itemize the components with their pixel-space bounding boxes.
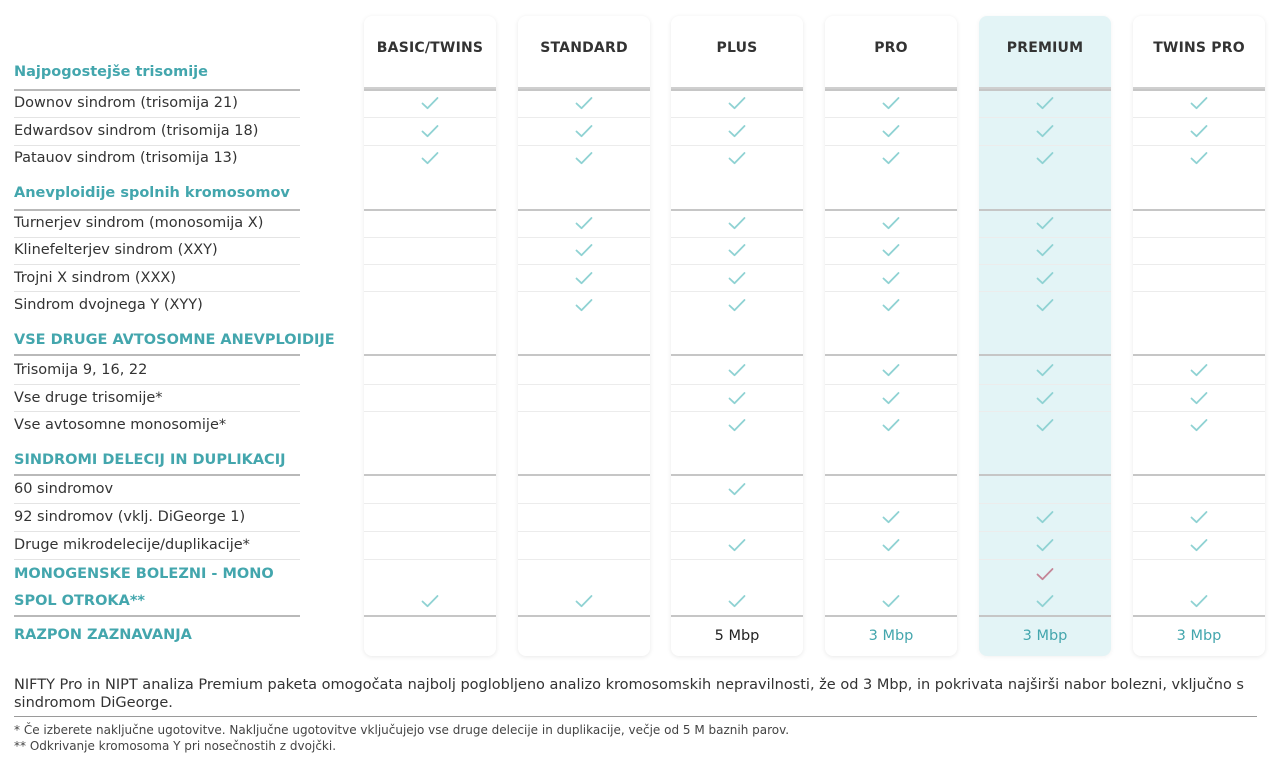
row-divider-col xyxy=(825,559,957,560)
row-divider-col xyxy=(979,264,1111,265)
row-divider-col xyxy=(825,531,957,532)
row-divider-col xyxy=(364,503,496,504)
row-divider-col xyxy=(979,559,1111,560)
section-divider xyxy=(14,89,300,91)
check-icon xyxy=(420,95,440,111)
row-divider-col xyxy=(671,384,803,385)
row-divider xyxy=(14,531,300,532)
detection-range-pro: 3 Mbp xyxy=(868,628,914,644)
section-divider-col xyxy=(1133,615,1265,617)
row-divider-col xyxy=(979,503,1111,504)
check-icon xyxy=(881,242,901,258)
row-divider-col xyxy=(979,411,1111,412)
section-divider-col xyxy=(518,209,650,211)
row-divider-col xyxy=(364,291,496,292)
footnote-2: ** Odkrivanje kromosoma Y pri nosečnostih z dvojčki. xyxy=(14,739,337,753)
section-divider-col xyxy=(979,354,1111,356)
check-icon xyxy=(727,593,747,609)
section-divider-col xyxy=(1133,89,1265,91)
check-icon xyxy=(574,270,594,286)
section-divider-col xyxy=(979,474,1111,476)
check-icon xyxy=(727,95,747,111)
plan-column-pro xyxy=(825,16,957,656)
section-title: MONOGENSKE BOLEZNI - MONO xyxy=(14,566,274,582)
check-icon xyxy=(574,215,594,231)
row-divider-col xyxy=(671,411,803,412)
row-divider-col xyxy=(364,237,496,238)
check-icon xyxy=(1035,242,1055,258)
row-divider-col xyxy=(979,384,1111,385)
check-icon xyxy=(574,150,594,166)
section-divider-col xyxy=(825,615,957,617)
column-header-premium: PREMIUM xyxy=(1006,40,1084,56)
row-divider xyxy=(14,237,300,238)
detection-range-premium: 3 Mbp xyxy=(1022,628,1068,644)
check-icon xyxy=(420,123,440,139)
section-divider-col xyxy=(364,615,496,617)
check-icon xyxy=(1035,593,1055,609)
plan-column-basic xyxy=(364,16,496,656)
check-icon xyxy=(881,270,901,286)
row-divider-col xyxy=(364,384,496,385)
section-divider xyxy=(14,615,300,617)
summary-note: NIFTY Pro in NIPT analiza Premium paketa omogočata najbolj poglobljeno analizo kromosomskih nepravilnosti, že od 3 Mbp, in pokrivata najširši nabor bolezni, vključno s sindromom DiGeorge. xyxy=(14,677,1244,711)
row-divider-col xyxy=(671,237,803,238)
section-divider-col xyxy=(979,209,1111,211)
check-icon xyxy=(881,390,901,406)
row-divider-col xyxy=(364,264,496,265)
check-icon xyxy=(727,270,747,286)
check-icon xyxy=(1035,537,1055,553)
row-divider-col xyxy=(518,531,650,532)
check-icon xyxy=(881,362,901,378)
row-divider-col xyxy=(979,531,1111,532)
column-header-twinspro: TWINS PRO xyxy=(1153,40,1245,56)
section-divider-col xyxy=(1133,209,1265,211)
check-icon xyxy=(727,390,747,406)
row-divider-col xyxy=(825,411,957,412)
section-divider-col xyxy=(671,615,803,617)
check-icon xyxy=(881,417,901,433)
section-divider-col xyxy=(979,89,1111,91)
feature-row-label: Edwardsov sindrom (trisomija 18) xyxy=(14,123,259,139)
section-divider-col xyxy=(1133,474,1265,476)
section-divider-col xyxy=(364,354,496,356)
check-icon xyxy=(1189,123,1209,139)
check-icon xyxy=(1035,509,1055,525)
section-divider-col xyxy=(364,474,496,476)
row-divider-col xyxy=(825,237,957,238)
check-icon xyxy=(881,297,901,313)
row-divider xyxy=(14,291,300,292)
check-icon xyxy=(1035,123,1055,139)
check-icon xyxy=(727,242,747,258)
row-divider-col xyxy=(671,117,803,118)
check-icon xyxy=(727,297,747,313)
check-icon xyxy=(881,123,901,139)
check-icon xyxy=(1189,417,1209,433)
row-divider-col xyxy=(1133,291,1265,292)
row-divider-col xyxy=(518,117,650,118)
section-title: VSE DRUGE AVTOSOMNE ANEVPLOIDIJE xyxy=(14,332,335,348)
row-divider-col xyxy=(979,117,1111,118)
feature-row-label: Patauov sindrom (trisomija 13) xyxy=(14,150,238,166)
check-icon xyxy=(881,509,901,525)
section-divider-col xyxy=(825,354,957,356)
section-divider-col xyxy=(364,209,496,211)
feature-row-label: Vse druge trisomije* xyxy=(14,390,163,406)
footnote-divider xyxy=(14,716,1257,717)
row-divider-col xyxy=(518,559,650,560)
check-icon xyxy=(727,417,747,433)
section-title: RAZPON ZAZNAVANJA xyxy=(14,627,192,643)
row-divider-col xyxy=(979,237,1111,238)
row-divider-col xyxy=(1133,145,1265,146)
check-icon xyxy=(1035,297,1055,313)
row-divider-col xyxy=(518,264,650,265)
check-icon xyxy=(1189,95,1209,111)
check-icon xyxy=(1189,537,1209,553)
row-divider xyxy=(14,411,300,412)
feature-row-label: Sindrom dvojnega Y (XYY) xyxy=(14,297,203,313)
row-divider-col xyxy=(364,559,496,560)
check-icon xyxy=(1035,150,1055,166)
check-icon xyxy=(727,537,747,553)
check-icon xyxy=(574,242,594,258)
row-divider-col xyxy=(518,411,650,412)
check-icon xyxy=(727,123,747,139)
section-divider-col xyxy=(671,474,803,476)
check-icon xyxy=(1035,270,1055,286)
detection-range-twinspro: 3 Mbp xyxy=(1176,628,1222,644)
check-icon xyxy=(574,95,594,111)
row-divider-col xyxy=(671,559,803,560)
check-icon xyxy=(1035,417,1055,433)
section-title: SPOL OTROKA** xyxy=(14,593,146,609)
row-divider-col xyxy=(518,291,650,292)
check-icon xyxy=(1035,95,1055,111)
section-divider-col xyxy=(979,615,1111,617)
row-divider-col xyxy=(1133,237,1265,238)
plan-column-premium xyxy=(979,16,1111,656)
check-icon xyxy=(1035,362,1055,378)
feature-row-label: Trisomija 9, 16, 22 xyxy=(14,362,148,378)
row-divider-col xyxy=(825,503,957,504)
check-icon xyxy=(881,150,901,166)
check-icon xyxy=(1189,390,1209,406)
check-icon-pink xyxy=(1035,566,1055,582)
section-divider-col xyxy=(671,354,803,356)
row-divider-col xyxy=(671,291,803,292)
section-divider-col xyxy=(364,89,496,91)
column-header-standard: STANDARD xyxy=(540,40,628,56)
plan-column-twinspro xyxy=(1133,16,1265,656)
row-divider-col xyxy=(1133,503,1265,504)
check-icon xyxy=(420,593,440,609)
check-icon xyxy=(727,362,747,378)
section-divider xyxy=(14,474,300,476)
row-divider-col xyxy=(671,531,803,532)
section-divider-col xyxy=(671,89,803,91)
feature-row-label: Trojni X sindrom (XXX) xyxy=(14,270,176,286)
column-header-basic: BASIC/TWINS xyxy=(376,40,484,56)
check-icon xyxy=(1189,509,1209,525)
plan-column-plus xyxy=(671,16,803,656)
column-header-pro: PRO xyxy=(874,40,908,56)
section-divider-col xyxy=(825,89,957,91)
section-divider-col xyxy=(518,615,650,617)
section-title: SINDROMI DELECIJ IN DUPLIKACIJ xyxy=(14,452,286,468)
plan-column-standard xyxy=(518,16,650,656)
row-divider-col xyxy=(825,264,957,265)
row-divider-col xyxy=(364,117,496,118)
check-icon xyxy=(420,150,440,166)
row-divider-col xyxy=(979,291,1111,292)
row-divider-col xyxy=(671,503,803,504)
check-icon xyxy=(727,481,747,497)
check-icon xyxy=(574,297,594,313)
row-divider-col xyxy=(1133,117,1265,118)
section-divider-col xyxy=(825,474,957,476)
row-divider-col xyxy=(1133,264,1265,265)
row-divider xyxy=(14,117,300,118)
section-title: Najpogostejše trisomije xyxy=(14,64,208,80)
check-icon xyxy=(574,593,594,609)
check-icon xyxy=(574,123,594,139)
check-icon xyxy=(727,215,747,231)
row-divider-col xyxy=(364,145,496,146)
check-icon xyxy=(881,537,901,553)
feature-row-label: Vse avtosomne monosomije* xyxy=(14,417,227,433)
section-divider-col xyxy=(671,209,803,211)
section-divider-col xyxy=(518,354,650,356)
section-divider xyxy=(14,209,300,211)
check-icon xyxy=(881,215,901,231)
feature-row-label: Klinefelterjev sindrom (XXY) xyxy=(14,242,218,258)
row-divider-col xyxy=(518,145,650,146)
feature-row-label: 92 sindromov (vklj. DiGeorge 1) xyxy=(14,509,246,525)
check-icon xyxy=(1035,390,1055,406)
row-divider-col xyxy=(825,291,957,292)
check-icon xyxy=(727,150,747,166)
footnote-1: * Če izberete naključne ugotovitve. Naključne ugotovitve vključujejo vse druge delecije in duplikacije, večje od 5 M baznih parov. xyxy=(14,723,790,737)
row-divider-col xyxy=(518,384,650,385)
check-icon xyxy=(1035,215,1055,231)
row-divider-col xyxy=(825,384,957,385)
row-divider-col xyxy=(671,145,803,146)
check-icon xyxy=(1189,593,1209,609)
row-divider xyxy=(14,503,300,504)
row-divider-col xyxy=(518,237,650,238)
feature-row-label: Turnerjev sindrom (monosomija X) xyxy=(14,215,264,231)
section-title: Anevploidije spolnih kromosomov xyxy=(14,185,290,201)
row-divider-col xyxy=(1133,411,1265,412)
check-icon xyxy=(1189,362,1209,378)
row-divider-col xyxy=(1133,531,1265,532)
detection-range-plus: 5 Mbp xyxy=(714,628,760,644)
row-divider-col xyxy=(1133,384,1265,385)
section-divider xyxy=(14,354,300,356)
row-divider xyxy=(14,145,300,146)
section-divider-col xyxy=(1133,354,1265,356)
check-icon xyxy=(881,95,901,111)
row-divider-col xyxy=(825,117,957,118)
row-divider xyxy=(14,559,300,560)
column-header-plus: PLUS xyxy=(716,40,758,56)
row-divider-col xyxy=(979,145,1111,146)
section-divider-col xyxy=(518,474,650,476)
check-icon xyxy=(1189,150,1209,166)
section-divider-col xyxy=(518,89,650,91)
row-divider-col xyxy=(518,503,650,504)
row-divider-col xyxy=(671,264,803,265)
row-divider xyxy=(14,264,300,265)
row-divider-col xyxy=(1133,559,1265,560)
feature-row-label: Druge mikrodelecije/duplikacije* xyxy=(14,537,250,553)
check-icon xyxy=(881,593,901,609)
feature-row-label: 60 sindromov xyxy=(14,481,114,497)
row-divider-col xyxy=(364,411,496,412)
row-divider-col xyxy=(825,145,957,146)
feature-row-label: Downov sindrom (trisomija 21) xyxy=(14,95,238,111)
row-divider xyxy=(14,384,300,385)
row-divider-col xyxy=(364,531,496,532)
section-divider-col xyxy=(825,209,957,211)
